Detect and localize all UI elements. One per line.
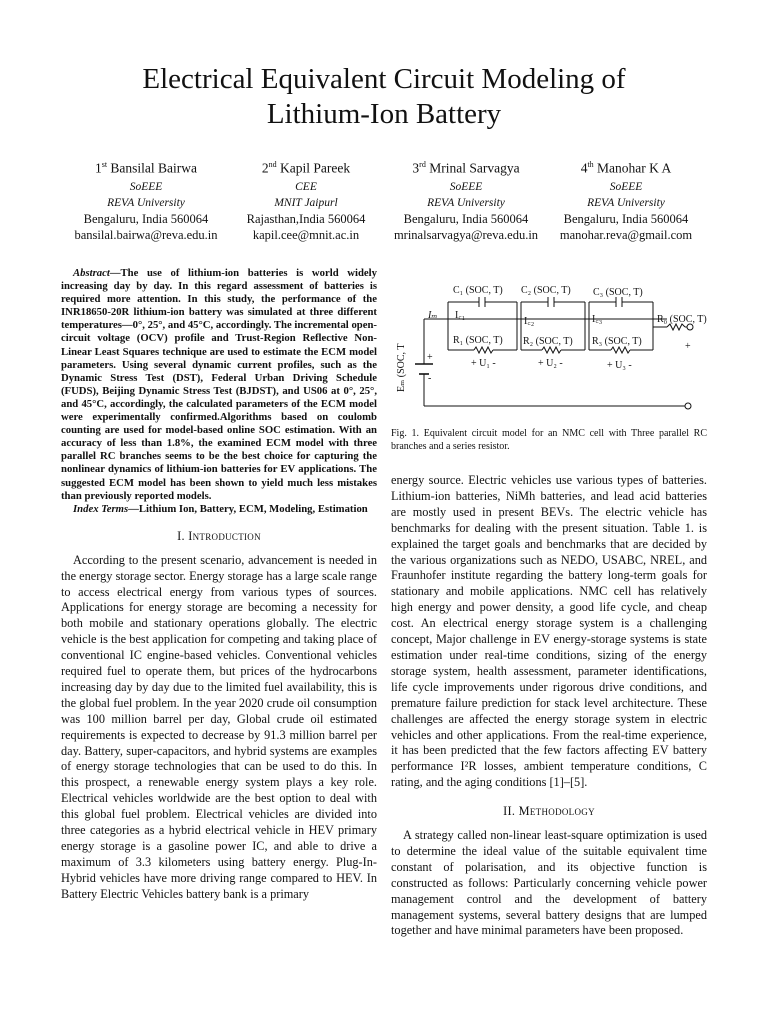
label-c2: C₂ (SOC, T) bbox=[521, 285, 571, 296]
author-email: mrinalsarvagya@reva.edu.in bbox=[393, 227, 539, 242]
label-r0: R₀ (SOC, T) bbox=[657, 314, 707, 325]
author-name: 2nd Kapil Pareek bbox=[261, 160, 351, 176]
right-column bbox=[391, 473, 707, 939]
section-heading-methodology: II. Methodology bbox=[503, 804, 595, 819]
label-ic3: I꜀₃ bbox=[592, 314, 603, 325]
author-dept: SoEEE bbox=[449, 180, 483, 193]
title-line-1: Electrical Equivalent Circuit Modeling of bbox=[142, 63, 626, 95]
author-name: 4th Manohar K A bbox=[580, 160, 672, 176]
figure-1 bbox=[391, 282, 711, 422]
author-org: REVA University bbox=[427, 196, 505, 209]
label-plus: + bbox=[427, 352, 433, 363]
author-location: Rajasthan,India 560064 bbox=[246, 211, 366, 226]
introduction-continuation: energy source. Electric vehicles use various types of batteries. Lithium-ion batteries, NiMh batteries, and lead acid batteries are mostly used in present BEVs. The electric vehicle has benchmarks for dealing with the present situation. Table 1. is explained the target goals and benchmarks that are decided by the various organizations such as NEDO, USABC, NREL, and Fraunhofer institute regarding the battery long-term goals for stationary and mobile applications. NMC cell has relatively high energy and power density, a good life cycle, and cheap cost. An electrical energy storage system is a challenging concept, Major challenge in EV energy-storage systems is state estimation under real-time conditions, sizing of the energy storage system, health assessment, parameter identifications, life cycle improvements under rigorous drive conditions, and premature failure prediction for stack level architecture. These challenges are affected the energy storage system in electric vehicles and other applications. From the real-time experience, it has been predicted that the few factors affecting EV battery performance I²R losses, ambient temperature conditions, C rating, and the aging conditions [1]–[5]. bbox=[391, 473, 707, 790]
label-c1: C₁ (SOC, T) bbox=[453, 285, 503, 296]
figure-caption: Fig. 1. Equivalent circuit model for an NMC cell with Three parallel RC branches and a series resistor. bbox=[391, 428, 707, 452]
label-terminal-plus: + bbox=[685, 341, 691, 352]
label-ic2: I꜀₂ bbox=[524, 316, 535, 327]
author-4 bbox=[546, 156, 706, 243]
author-org: REVA University bbox=[107, 196, 185, 209]
label-im: Iₘ bbox=[428, 310, 438, 321]
label-minus: - bbox=[428, 373, 432, 384]
author-location: Bengaluru, India 560064 bbox=[403, 211, 529, 226]
label-c3: C₃ (SOC, T) bbox=[593, 287, 643, 298]
author-location: Bengaluru, India 560064 bbox=[563, 211, 689, 226]
abstract-label: Abstract bbox=[73, 267, 110, 279]
author-location: Bengaluru, India 560064 bbox=[83, 211, 209, 226]
introduction-paragraph: According to the present scenario, advancement is needed in the energy storage sector. Energy storage has a large scale range to access electrical energy from various types of sources. Applications for energy storage are becoming a necessity for both mobile and stationary operations globally. The electric vehicle is the best application for competing and taking place of conventional IC engine-based vehicles. Conventional vehicles required fuel to operate them, but prices of the hydrocarbons increasing day by day due to the limited fuel availability, this is the global fuel problem. In the year 2020 crude oil consumption was 100 million barrel per day, Global crude oil estimated requirements is expected to decrease by 91.3 million barrel per day. Battery, super-capacitors, and hybrid systems are examples of energy storage technologies that can be used to do this. In this prospect, a renewable energy system plays a key role. Electrical vehicles worldwide are the best option to deal with this global fuel problem. Electrical vehicles are divided into three categories as a hybrid electrical vehicle in HEV primary energy storage is a gasoline power IC, and able to drive a maximum of 3.3 kilometers using battery energy. Plug-In-Hybrid vehicles have more driving range compared to HEV. In Battery Electric Vehicles battery bank is a primary bbox=[61, 552, 377, 901]
paper-title bbox=[60, 62, 708, 132]
index-terms-text: —Lithium Ion, Battery, ECM, Modeling, Estimation bbox=[128, 502, 368, 515]
author-org: REVA University bbox=[587, 196, 665, 209]
label-em: Eₘ (SOC, T bbox=[396, 343, 407, 392]
label-u3: + U₃ - bbox=[607, 360, 632, 371]
author-email: kapil.cee@mnit.ac.in bbox=[252, 227, 360, 242]
author-email: manohar.reva@gmail.com bbox=[559, 227, 693, 242]
label-u2: + U₂ - bbox=[538, 358, 563, 369]
abstract-text: —The use of lithium-ion batteries is world widely increasing day by day. In this regard assessment of batteries is required more attention. In this study, the performance of the INR18650-20R lithium-ion battery was simulated at three different temperatures—0°, 25°, and 45°C, accordingly. The incremental open-circuit voltage (OCV) profile and Trust-Region Reflective Non-Linear Least Squares technique are used to estimate the ECM model parameters. Using several dynamic current profiles, such as the Dynamic Stress Test (DST), Federal Urban Driving Schedule (FUDS), Beijing Dynamic Stress Test (BJDST), and US06 at 0°, 25°, and 45°C, accordingly, the calculated parameters of the ECM model were experimentally confirmed.Algorithms based on coulomb counting are used for model-based online SOC estimation. With an accuracy of less than 1.8%, the examined ECM model with three parallel RC branches seems to be the best choice for capturing the nonlinear dynamics of lithium-ion batteries for EV applications. The suggested ECM model has been shown to yield much less mistakes than previously reported models. bbox=[61, 267, 377, 502]
label-u1: + U₁ - bbox=[471, 358, 496, 369]
author-1 bbox=[66, 156, 226, 243]
abstract bbox=[61, 267, 377, 503]
author-dept: SoEEE bbox=[609, 180, 643, 193]
title-line-2: Lithium-Ion Battery bbox=[266, 98, 502, 130]
label-ic1: I꜀₁ bbox=[455, 310, 466, 321]
index-terms-label: Index Terms bbox=[73, 502, 129, 515]
circuit-diagram bbox=[391, 282, 711, 422]
author-name: 3rd Mrinal Sarvagya bbox=[412, 160, 520, 176]
section-heading-introduction: I. Introduction bbox=[177, 528, 261, 543]
author-name: 1st Bansilal Bairwa bbox=[94, 160, 198, 176]
left-column bbox=[61, 267, 377, 903]
author-2 bbox=[226, 156, 386, 243]
methodology-paragraph: A strategy called non-linear least-square optimization is used to determine the ideal value of the suitable equivalent time constant of polarisation, and its objective function is constructed as follows: Particularly concerning vehicle power management control and the development of battery management systems, several battery designs that are lumped together and have minimal parameters have been proposed. bbox=[391, 828, 707, 938]
author-3 bbox=[386, 156, 546, 243]
label-r3: R₃ (SOC, T) bbox=[592, 336, 642, 347]
author-email: bansilal.bairwa@reva.edu.in bbox=[74, 227, 218, 242]
author-block bbox=[66, 156, 706, 243]
author-dept: SoEEE bbox=[129, 180, 163, 193]
author-dept: CEE bbox=[295, 180, 317, 193]
label-r2: R₂ (SOC, T) bbox=[523, 336, 573, 347]
index-terms bbox=[61, 503, 377, 516]
label-r1: R₁ (SOC, T) bbox=[453, 335, 503, 346]
author-org: MNIT Jaipurl bbox=[274, 196, 338, 209]
